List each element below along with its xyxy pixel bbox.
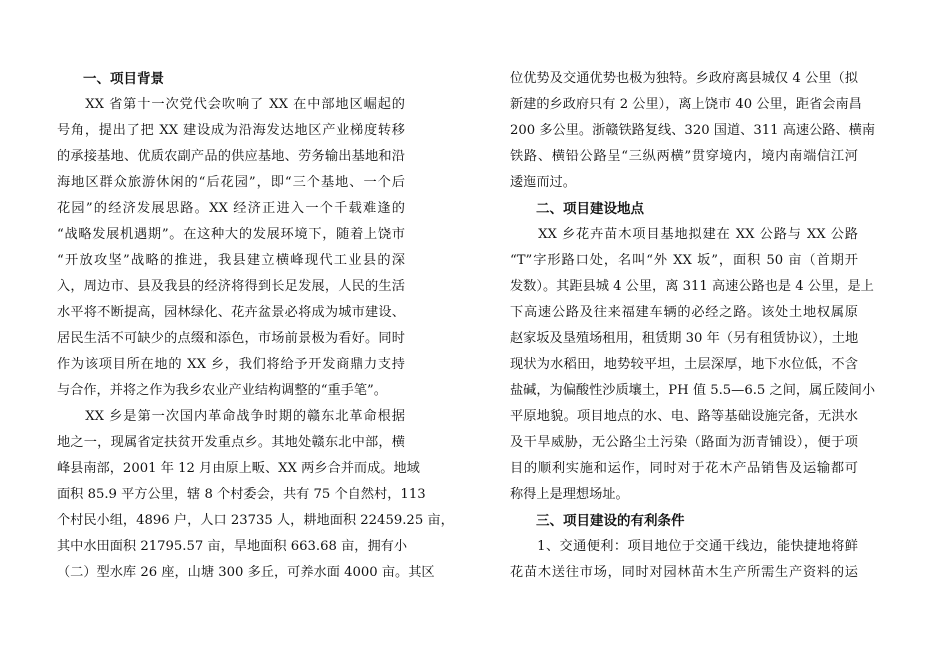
section-heading-location: 二、项目建设地点 [536, 201, 644, 217]
body-line: 目的顺利实施和运作，同时对于花木产品销售及运输都可 [510, 461, 858, 476]
body-line: XX 乡是第一次国内革命战争时期的赣东北革命根据 [57, 409, 405, 424]
body-line: 面积 85.9 平方公里，辖 8 个村委会，共有 75 个自然村，113 [57, 487, 426, 502]
body-line: 花园”的经济发展思路。XX 经济正进入一个千载难逢的 [57, 201, 405, 216]
body-line: XX 乡花卉苗木项目基地拟建在 XX 公路与 XX 公路 [510, 227, 858, 242]
body-line: 逶迤而过。 [510, 175, 576, 190]
body-line: 发数）。其距县城 4 公里，离 311 高速公路也是 4 公里，是上 [510, 279, 874, 294]
left-column [57, 66, 454, 586]
body-line: 位优势及交通优势也极为独特。乡政府离县城仅 4 公里（拟 [510, 71, 858, 86]
section-heading-advantages: 三、项目建设的有利条件 [536, 513, 685, 529]
body-line: 现状为水稻田，地势较平坦，土层深厚，地下水位低，不含 [510, 357, 858, 372]
body-line: 盐碱，为偏酸性沙质壤土，PH 值 5.5—6.5 之间，属丘陵间小 [510, 383, 876, 398]
body-line: 称得上是理想场址。 [510, 487, 629, 502]
body-line: 的承接基地、优质农副产品的供应基地、劳务输出基地和沿 [57, 149, 405, 164]
body-line: 平原地貌。项目地点的水、电、路等基础设施完备，无洪水 [510, 409, 858, 424]
body-line: 及干旱威胁，无公路尘土污染（路面为沥青铺设），便于项 [510, 435, 858, 450]
body-line: 花苗木送往市场，同时对园林苗木生产所需生产资料的运 [510, 565, 858, 580]
body-line: 作为该项目所在地的 XX 乡，我们将给予开发商鼎力支持 [57, 357, 405, 372]
body-line: 居民生活不可缺少的点缀和添色，市场前景极为看好。同时 [57, 331, 405, 346]
section-heading-background: 一、项目背景 [83, 71, 164, 87]
body-line: XX 省第十一次党代会吹响了 XX 在中部地区崛起的 [57, 97, 405, 112]
body-line: 200 多公里。浙赣铁路复线、320 国道、311 高速公路、横南 [510, 123, 876, 138]
body-line: 入，周边市、县及我县的经济将得到长足发展，人民的生活 [57, 279, 405, 294]
body-line: 其中水田面积 21795.57 亩，旱地面积 663.68 亩，拥有小 [57, 539, 408, 554]
body-line: “T”字形路口处，名叫“外 XX 坂”，面积 50 亩（首期开 [510, 253, 858, 268]
body-line: 铁路、横铅公路呈“三纵两横”贯穿境内，境内南端信江河 [510, 149, 858, 164]
body-line: 下高速公路及往来福建车辆的必经之路。该处土地权属原 [510, 305, 858, 320]
body-line: （二）型水库 26 座，山塘 300 多丘，可养水面 4000 亩。其区 [57, 565, 435, 580]
body-line: 峰县南部，2001 年 12 月由原上畈、XX 两乡合并而成。地域 [57, 461, 420, 476]
body-line: 新建的乡政府只有 2 公里），离上饶市 40 公里，距省会南昌 [510, 97, 862, 112]
body-line: 号角，提出了把 XX 建设成为沿海发达地区产业梯度转移 [57, 123, 405, 138]
body-line: 1、交通便利：项目地位于交通干线边，能快捷地将鲜 [510, 539, 858, 554]
body-line: 赵家坂及垦殖场租用，租赁期 30 年（另有租赁协议），土地 [510, 331, 859, 346]
body-line: 地之一，现属省定扶贫开发重点乡。其地处赣东北中部，横 [57, 435, 405, 450]
body-line: 与合作，并将之作为我乡农业产业结构调整的“重手笔”。 [57, 383, 387, 398]
body-line: 水平将不断提高，园林绿化、花卉盆景必将成为城市建设、 [57, 305, 405, 320]
body-line: “战略发展机遇期”。在这种大的发展环境下，随着上饶市 [57, 227, 405, 242]
body-line: 个村民小组，4896 户，人口 23735 人，耕地面积 22459.25 亩， [57, 513, 454, 528]
right-column [510, 66, 876, 586]
body-line: “开放攻坚”战略的推进，我县建立横峰现代工业县的深 [57, 253, 405, 268]
body-line: 海地区群众旅游休闲的“后花园”，即“三个基地、一个后 [57, 175, 405, 190]
